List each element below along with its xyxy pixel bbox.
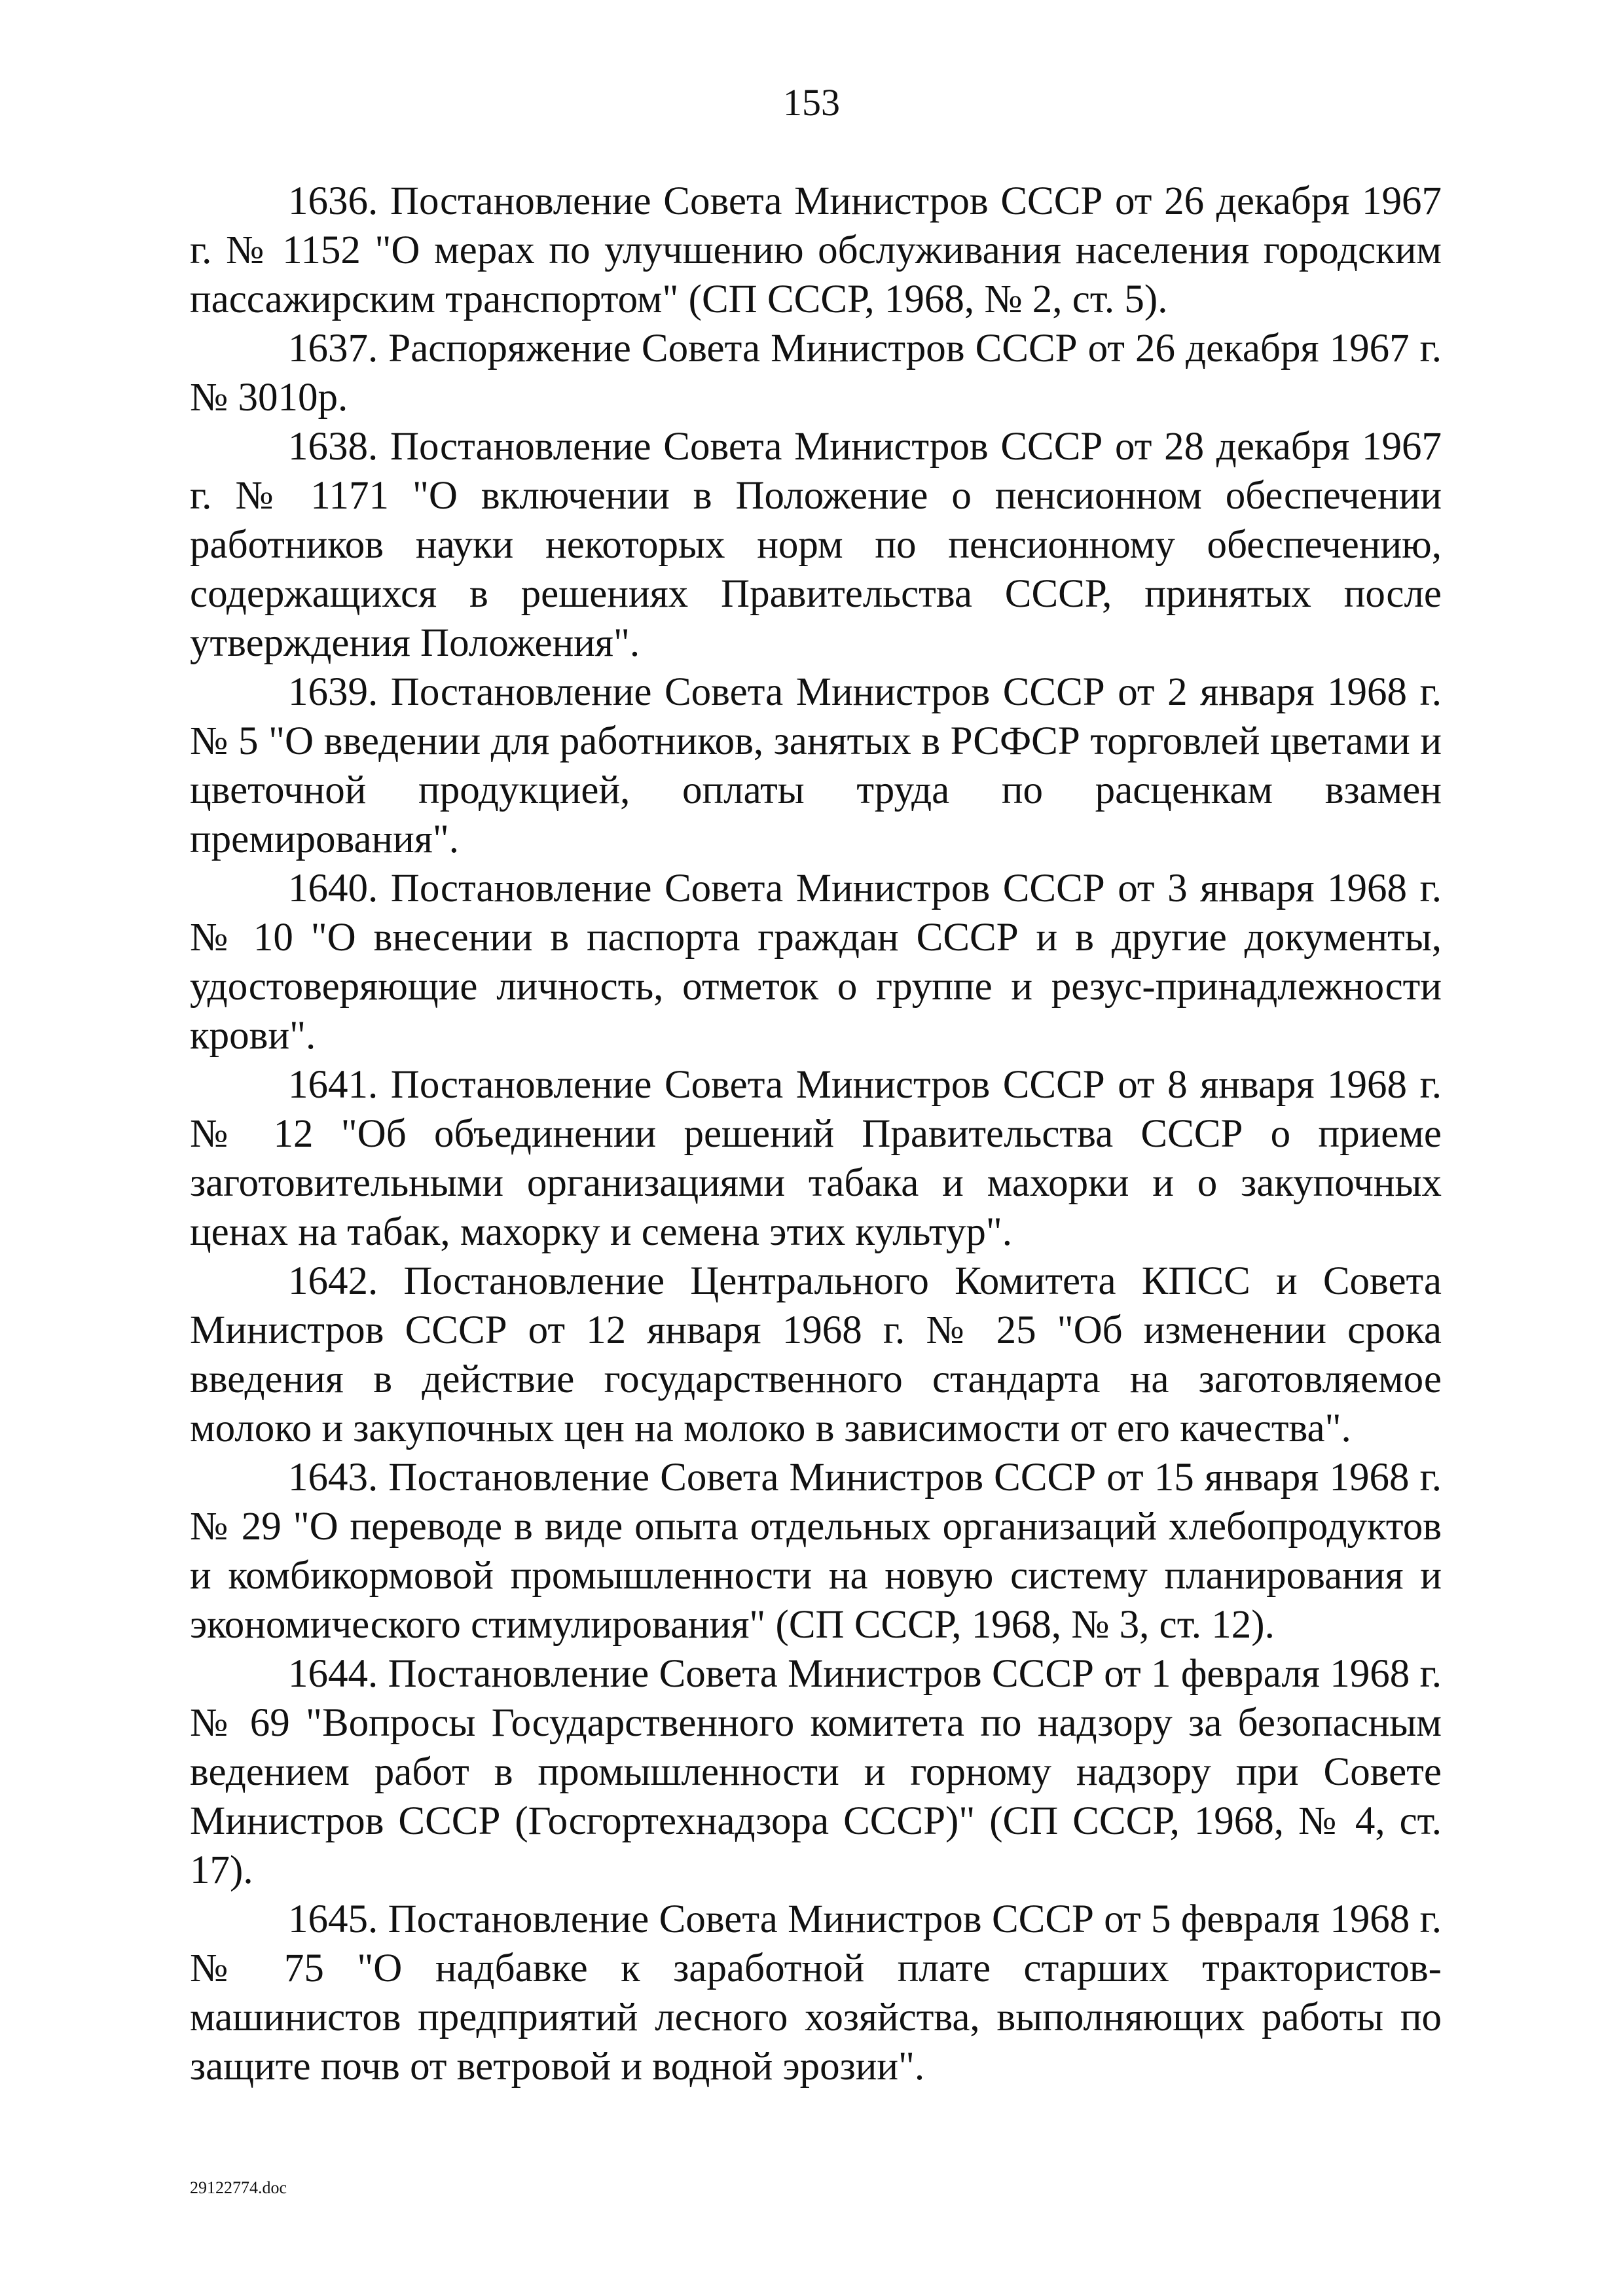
list-item: 1645. Постановление Совета Министров СССР от 5 февраля 1968 г. № 75 "О надбавке к заработной плате старших трактористов-машинистов предприятий лесного хозяйства, выполняющих работы по защите почв от ветровой и водной эрозии". [190,1897,1442,2089]
document-filename: 29122774.doc [190,2178,287,2197]
page-number: 153 [783,81,840,124]
list-item: 1644. Постановление Совета Министров СССР от 1 февраля 1968 г. № 69 "Вопросы Государственного комитета по надзору за безопасным ведением работ в промышленности и горному надзору при Совете Министров СССР (Госгортехнадзора СССР)" (СП СССР, 1968, № 4, ст. 17). [190,1652,1442,1892]
list-item: 1637. Распоряжение Совета Министров СССР от 26 декабря 1967 г. № 3010р. [190,327,1442,420]
list-item: 1639. Постановление Совета Министров СССР от 2 января 1968 г. № 5 "О введении для работников, занятых в РСФСР торговлей цветами и цветочной продукцией, оплаты труда по расценкам взамен премирования". [190,670,1442,861]
list-item: 1643. Постановление Совета Министров СССР от 15 января 1968 г. № 29 "О переводе в виде опыта отдельных организаций хлебопродуктов и комбикормовой промышленности на новую систему планирования и экономического стимулирования" (СП СССР, 1968, № 3, ст. 12). [190,1456,1442,1647]
list-item: 1641. Постановление Совета Министров СССР от 8 января 1968 г. № 12 "Об объединении решений Правительства СССР о приеме заготовительными организациями табака и махорки и о закупочных ценах на табак, махорку и семена этих культур". [190,1063,1442,1254]
list-item: 1642. Постановление Центрального Комитета КПСС и Совета Министров СССР от 12 января 1968 г. № 25 "Об изменении срока введения в действие государственного стандарта на заготовляемое молоко и закупочных цен на молоко в зависимости от его качества". [190,1259,1442,1450]
list-item: 1640. Постановление Совета Министров СССР от 3 января 1968 г. № 10 "О внесении в паспорта граждан СССР и в другие документы, удостоверяющие личность, отметок о группе и резус-принадлежности крови". [190,867,1442,1058]
document-body [190,177,1442,2091]
list-item: 1638. Постановление Совета Министров СССР от 28 декабря 1967 г. № 1171 "О включении в Положение о пенсионном обеспечении работников науки некоторых норм по пенсионному обеспечению, содержащихся в решениях Правительства СССР, принятых после утверждения Положения". [190,425,1442,665]
list-item: 1636. Постановление Совета Министров СССР от 26 декабря 1967 г. № 1152 "О мерах по улучшению обслуживания населения городским пассажирским транспортом" (СП СССР, 1968, № 2, ст. 5). [190,179,1442,321]
